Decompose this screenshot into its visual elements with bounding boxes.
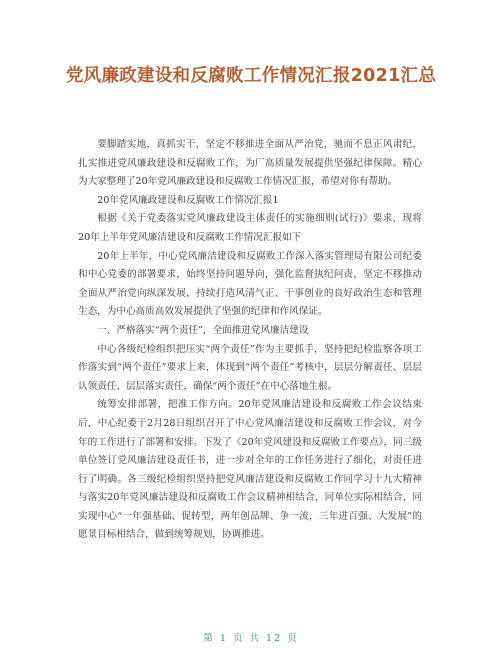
page-number-footer: 第 1 页 共 12 页 [203,633,299,644]
document-body [78,136,422,545]
paragraph: 20年上半年，中心党风廉洁建设和反腐败工作深入落实管理局有限公司纪委和中心党委的部署要求，始终坚持问题导向，强化监督执纪问责，坚定不移推动全面从严治党向纵深发展，持续打造风清气正、干事创业的良好政治生态和管理生态，为中心高质高效发展提供了坚强的纪律和作风保证。 [78,250,422,318]
paragraph: 要脚踏实地，真抓实干，坚定不移推进全面从严治党，驰而不息正风肃纪，扎实推进党风廉政建设和反腐败工作，为厂高质量发展提供坚强纪律保障。精心为大家整理了20年党风廉政建设和反腐败工作情况汇报，希望对你有帮助。 [78,139,422,188]
paragraph: 中心各级纪检组织把压实“两个责任”作为主要抓手，坚持把纪检监察各项工作落实到“两个责任”要求上来，体现到“两个责任”考核中，层层分解责任、层层认领责任、层层落实责任，确保“两个责任”在中心落地生根。 [78,343,422,392]
section-heading: 一、严格落实“两个责任”，全面推进党风廉洁建设 [97,324,309,336]
document-title: 党风廉政建设和反腐败工作情况汇报2021汇总 [65,66,437,86]
paragraph: 统筹安排部署，把准工作方向。20年党风廉洁建设和反腐败工作会议结束后，中心纪委于2月28日组织召开了中心党风廉洁建设和反腐败工作会议，对今年的工作进行了部署和安排。下发了《20年党风建设和反腐败工作要点》，同三级单位签订党风廉洁建设责任书，进一步对全年的工作任务进行了细化，对责任进行了明确。各三级纪检组织坚持把党风廉洁建设和反腐败工作同学习十九大精神与落实20年党风廉洁建设和反腐败工作会议精神相结合，同单位实际相结合，同实现中心“一年强基础、促转型，两年创品牌、争一流，三年进百强、大发展”的愿景目标相结合，做到统筹规划，协调推进。 [78,399,422,541]
paragraph: 20年党风廉政建设和反腐败工作情况汇报1 [97,194,279,206]
paragraph: 根据《关于党委落实党风廉政建设主体责任的实施细则(试行)》要求，现将20年上半年党风廉洁建设和反腐败工作情况汇报如下 [78,213,422,243]
